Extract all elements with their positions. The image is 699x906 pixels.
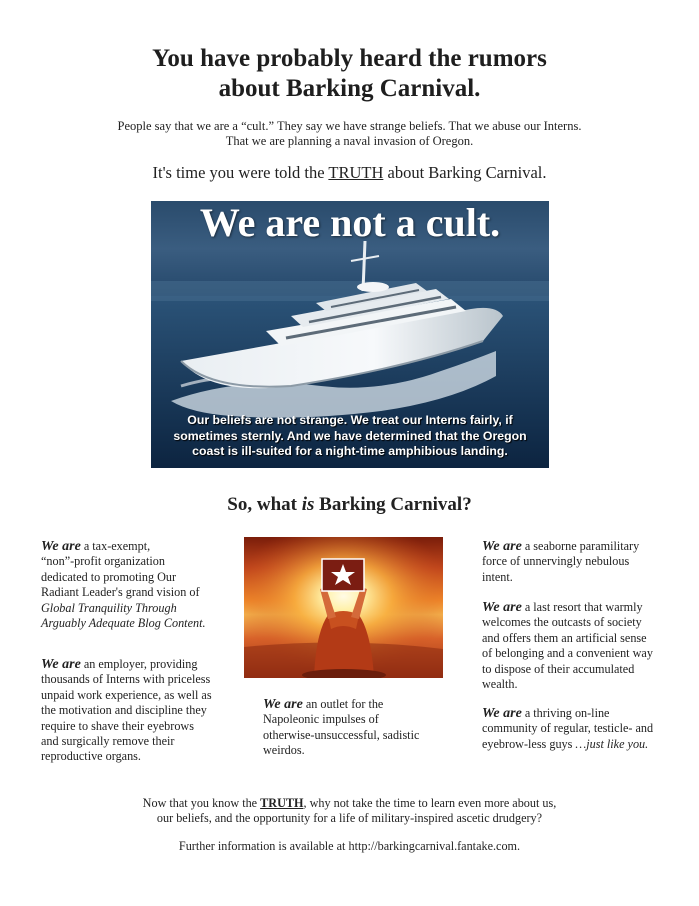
left-block-2-line-1: an employer, providing [80,657,198,671]
footer-line-2: our beliefs, and the opportunity for a life of military-inspired ascetic drudgery? [156,811,543,826]
headline [0,44,699,104]
headline-line-1: You have probably heard the rumors [152,45,547,72]
footer-line-1-after: , why not take the time to learn even more about us, [303,796,557,810]
right-block-2-line-1: a last resort that warmly [521,600,643,614]
left-block-1-line-1: a tax-exempt, [80,539,151,553]
center-block-line-3: otherwise-unsuccessful, sadistic [263,727,420,742]
left-block-2-line-7: reproductive organs. [41,749,141,764]
right-block-2-line-5: to dispose of their accumulated [482,661,635,676]
left-block-2-lead: We are [41,657,81,672]
right-block-2-line-2: welcomes the outcasts of society [482,615,642,630]
truth-after: about Barking Carnival. [383,163,547,182]
section-heading [0,494,699,516]
left-block-1-line-3: dedicated to promoting Our [41,569,177,584]
right-block-2-line-6: wealth. [482,677,518,692]
intro-paragraph [0,119,699,149]
right-block-2-line-4: of belonging and a convenient way [482,646,653,661]
right-block-1-line-1: a seaborne paramilitary [521,539,640,553]
truth-before: It's time you were told the [152,163,329,182]
right-block-2-lead: We are [482,600,522,615]
intro-line-2: That we are planning a naval invasion of Oregon. [225,134,474,148]
hero-caption-line-2: sometimes sternly. And we have determined that the Oregon [173,428,527,443]
center-block-line-2: Napoleonic impulses of [263,712,379,727]
left-block-1-line-6: Arguably Adequate Blog Content. [41,616,206,631]
hero-yacht-image [151,201,549,468]
left-block-2 [41,657,212,765]
left-block-1 [41,539,206,631]
hero-caption [165,413,535,460]
hero-title: We are not a cult. [199,201,501,245]
footer-call-to-action [0,796,699,827]
center-block-line-1: an outlet for the [302,697,384,711]
center-block [263,697,419,759]
center-block-lead: We are [263,697,303,712]
right-block-3-line-1: a thriving on-line [521,706,610,720]
footer-info: Further information is available at http://barkingcarnival.fantake.com. [178,839,521,853]
hero-caption-line-3: coast is ill-suited for a night-time amphibious landing. [192,444,508,458]
headline-line-2: about Barking Carnival. [218,75,481,102]
right-block-1 [482,539,639,585]
left-block-2-line-6: and surgically remove their [41,734,175,749]
section-heading-italic: is [301,494,315,515]
left-block-1-line-2: “non”-profit organization [41,554,165,569]
intro-line-1: People say that we are a “cult.” They say we have strange beliefs. That we abuse our Interns. [117,119,582,133]
left-block-2-line-2: thousands of Interns with priceless [41,672,211,687]
right-block-3-line-2: community of regular, testicle- and [482,721,654,736]
center-block-line-4: weirdos. [263,743,305,758]
section-heading-before: So, what [227,494,302,515]
footer-line-1-before: Now that you know the [142,796,261,810]
right-block-2-line-3: and offers them an artificial sense [482,630,647,645]
left-block-1-line-4: Radiant Leader's grand vision of [41,585,200,600]
right-block-3-line-3: eyebrow-less guys [482,736,576,751]
section-heading-after: Barking Carnival? [314,494,472,515]
right-block-2 [482,600,653,692]
truth-statement [0,163,699,183]
left-block-2-line-4: the motivation and discipline they [41,703,207,718]
left-block-2-line-5: require to shave their eyebrows [41,718,194,733]
left-block-1-lead: We are [41,539,81,554]
left-block-1-line-5: Global Tranquility Through [41,600,177,615]
right-block-1-line-2: force of unnervingly nebulous [482,554,630,569]
right-block-1-line-3: intent. [482,569,513,584]
footer-truth-emphasis: TRUTH [260,796,304,810]
hero-caption-line-1: Our beliefs are not strange. We treat our Interns fairly, if [187,413,513,427]
right-block-3-lead: We are [482,706,522,721]
left-block-2-line-3: unpaid work experience, as well as [41,687,212,702]
right-block-3-line-3-italic: …just like you. [575,736,649,751]
right-block-3 [482,706,653,752]
right-block-1-lead: We are [482,539,522,554]
robed-figure-image [244,537,443,678]
truth-emphasis: TRUTH [328,163,384,182]
robed-figure-illustration [244,537,443,678]
